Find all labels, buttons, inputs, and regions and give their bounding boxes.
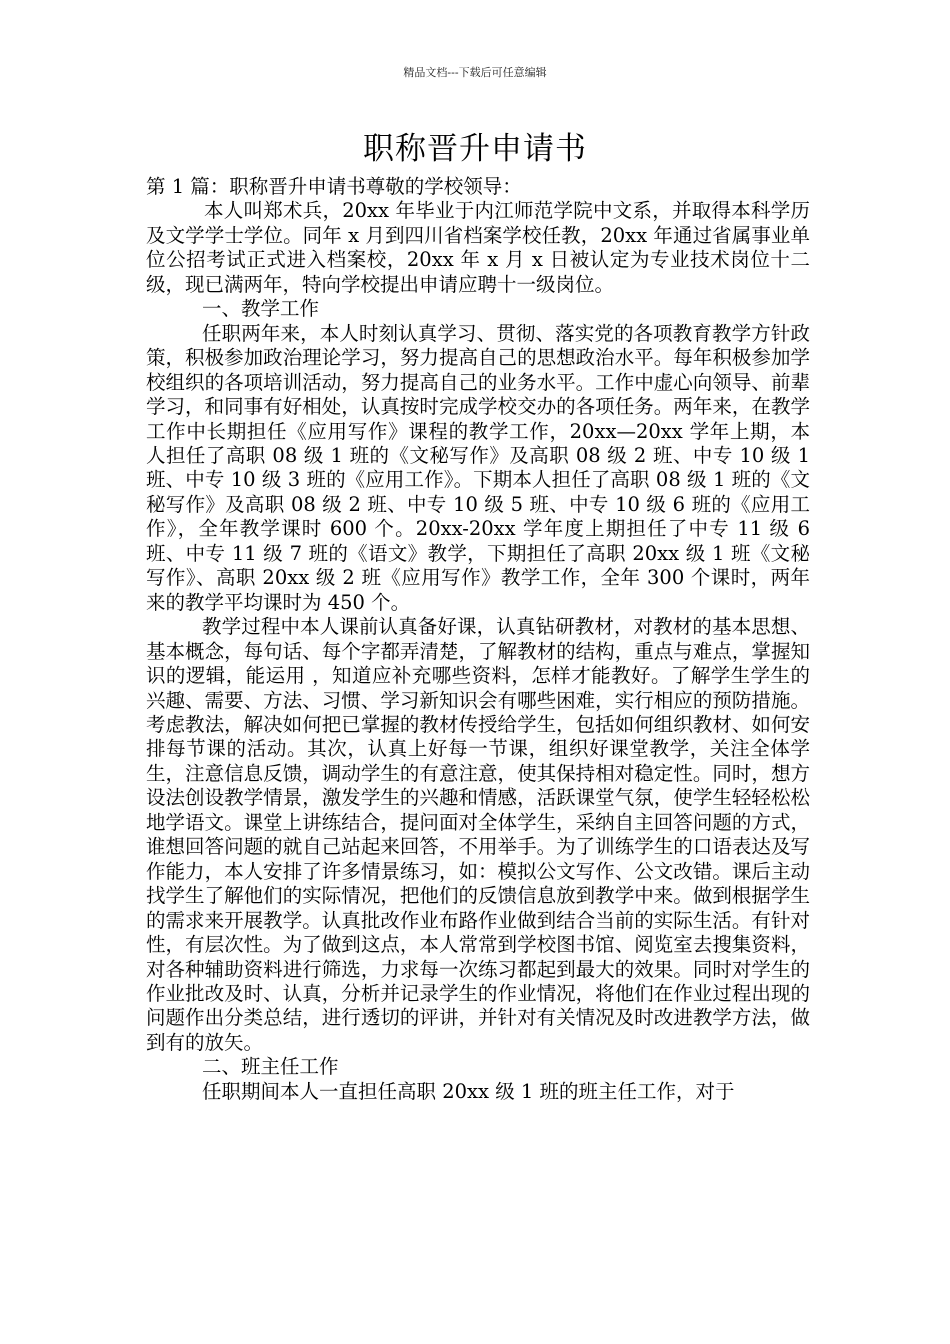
heading-class-teacher-work: 二、班主任工作 — [202, 1055, 339, 1079]
section-intro: 第 1 篇：职称晋升申请书尊敬的学校领导： — [146, 175, 522, 198]
document-title: 职称晋升申请书 — [363, 131, 587, 167]
paragraph-class-teacher: 任职期间本人一直担任高职 20xx 级 1 班的班主任工作，对于 — [202, 1079, 735, 1103]
heading-teaching-work: 一、教学工作 — [202, 297, 320, 321]
paragraph-teaching-process: 教学过程中本人课前认真备好课，认真钻研教材，对教材的基本思想、基本概念，每句话、每个字都弄清楚，了解教材的结构，重点与难点，掌握知识的逻辑，能运用 ，知道应补充哪些资料，怎样才能教好。了解学生学生的兴趣、需要、方法、习惯、学习新知识会有哪些困难，实行相应的预防措施。考虑教法，解决如何把已掌握的教材传授给学生，包括如何组织教材、如何安排每节课的活动。其次，认真上好每一节课，组织好课堂教学，关注全体学生，注意信息反馈，调动学生的有意注意，使其保持相对稳定性。同时，想方设法创设教学情景，激发学生的兴趣和情感，活跃课堂气氛，使学生轻轻松松地学语文。课堂上讲练结合，提问面对全体学生，采纳自主回答问题的方式，谁想回答问题的就自己站起来回答，不用举手。为了训练学生的口语表达及写作能力，本人安排了许多情景练习，如：模拟公文写作、公文改错。课后主动找学生了解他们的实际情况，把他们的反馈信息放到教学中来。做到根据学生的需求来开展教学。认真批改作业布路作业做到结合当前的实际生活。有针对性，有层次性。为了做到这点，本人常常到学校图书馆、阅览室去搜集资料，对各种辅助资料进行筛选，力求每一次练习都起到最大的效果。同时对学生的作业批改及时、认真，分析并记录学生的作业情况，将他们在作业过程出现的问题作出分类总结，进行透切的评讲，并针对有关情况及时改进教学方法，做到有的放矢。 — [146, 615, 810, 1054]
page-header: 精品文档---下载后可任意编辑 — [403, 66, 547, 79]
paragraph-teaching-overview: 任职两年来，本人时刻认真学习、贯彻、落实党的各项教育教学方针政策，积极参加政治理论学习，努力提高自己的思想政治水平。每年积极参加学校组织的各项培训活动，努力提高自己的业务水平。工作中虚心向领导、前辈学习，和同事有好相处，认真按时完成学校交办的各项任务。两年来，在教学工作中长期担任《应用写作》课程的教学工作，20xx—20xx 学年上期，本人担任了高职 08 级 1 班的《文秘写作》及高职 08 级 2 班、中专 10 级 1 班、中专 10 级 3 班的《应用工作》。下期本人担任了高职 08 级 1 班的《文秘写作》及高职 08 级 2 班、中专 10 级 5 班、中专 10 级 6 班的《应用工作》，全年教学课时 600 个。20xx-20xx 学年度上期担任了中专 11 级 6 班、中专 11 级 7 班的《语文》教学，下期担任了高职 20xx 级 1 班《文秘写作》、高职 20xx 级 2 班《应用写作》教学工作，全年 300 个课时，两年来的教学平均课时为 450 个。 — [146, 321, 810, 614]
paragraph-intro: 本人叫郑术兵，20xx 年毕业于内江师范学院中文系，并取得本科学历及文学学士学位。同年 x 月到四川省档案学校任教，20xx 年通过省属事业单位公招考试正式进入档案校，20xx 年 x 月 x 日被认定为专业技术岗位十二级，现已满两年，特向学校提出申请应聘十一级岗位。 — [146, 199, 810, 296]
document-body — [146, 175, 810, 1104]
